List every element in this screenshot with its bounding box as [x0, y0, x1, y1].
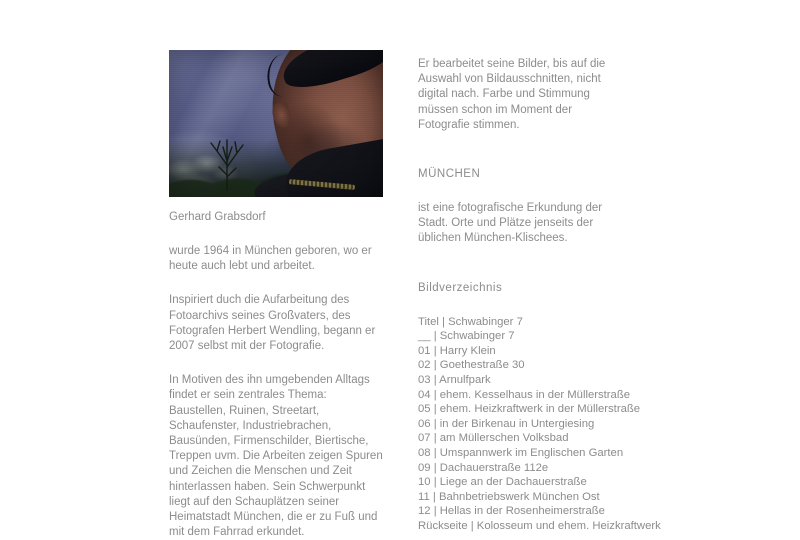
index-list-item: 10 | Liege an der Dachauerstraße: [418, 476, 587, 489]
index-list-item: Rückseite | Kolosseum und ehem. Heizkraftwerk: [418, 519, 661, 532]
spacer: [418, 296, 623, 315]
index-list-item: 08 | Umspannwerk im Englischen Garten: [418, 446, 624, 459]
index-list-item: 07 | am Müllerschen Volksbad: [418, 432, 569, 445]
left-column: [169, 50, 384, 540]
spacer: [169, 274, 384, 293]
index-list-item: 01 | Harry Klein: [418, 344, 496, 357]
index-list-item: 12 | Hellas in der Rosenheimerstraße: [418, 505, 605, 518]
image-index-list: [418, 315, 661, 534]
portrait-photo: [169, 50, 383, 197]
photo-caption: Gerhard Grabsdorf: [169, 211, 266, 223]
section-title-muenchen: MÜNCHEN: [418, 168, 481, 181]
bio-paragraph-2: Inspiriert duch die Aufarbeitung des Fotoarchivs seines Großvaters, des Fotografen Herbert Wendling, begann er 2007 selbst mit der Fotografie.: [169, 294, 376, 353]
index-list-item: Titel | Schwabinger 7: [418, 315, 523, 328]
index-list-item: 03 | Arnulfpark: [418, 374, 491, 386]
index-list-item: 06 | in der Birkenau in Untergiesing: [418, 417, 595, 430]
index-list-item: 05 | ehem. Heizkraftwerk in der Müllerstraße: [418, 403, 641, 416]
technique-paragraph: Er bearbeitet seine Bilder, bis auf die Auswahl von Bildausschnitten, nicht digital nach. Farbe und Stimmung müssen schon im Moment der Fotografie stimmen.: [418, 58, 606, 131]
index-list-item: 04 | ehem. Kesselhaus in der Müllerstraße: [418, 388, 631, 401]
bio-paragraph-1: wurde 1964 in München geboren, wo er heute auch lebt und arbeitet.: [169, 245, 372, 273]
index-list-item: 09 | Dachauerstraße 112e: [418, 461, 549, 474]
spacer: [418, 182, 623, 201]
index-list-item: 11 | Bahnbetriebswerk München Ost: [418, 490, 600, 503]
photo-vignette-overlay: [169, 50, 383, 197]
index-list-item: __ | Schwabinger 7: [418, 330, 515, 343]
bio-paragraph-3: In Motiven des ihn umgebenden Alltags findet er sein zentrales Thema: Baustellen, Ruinen, Streetart, Schaufenster, Industriebrachen, Bausünden, Firmenschilder, Biertische, Treppen uvm. Die Arbeiten zeigen Spuren und Zeichen die Menschen und Zeit hinterlassen haben. Sein Schwerpunkt liegt auf den Schauplätzen seiner Heimatstadt München, die er zu Fuß und mit dem Fahrrad erkundet.: [169, 374, 383, 539]
index-title: Bildverzeichnis: [418, 281, 503, 294]
index-list-item: 02 | Goethestraße 30: [418, 359, 525, 372]
spacer: [418, 247, 623, 281]
spacer: [418, 133, 623, 167]
right-column: [418, 50, 661, 534]
spacer: [169, 354, 384, 373]
section-paragraph: ist eine fotografische Erkundung der Stadt. Orte und Plätze jenseits der üblichen München-Klischees.: [418, 202, 603, 245]
spacer: [169, 225, 384, 244]
